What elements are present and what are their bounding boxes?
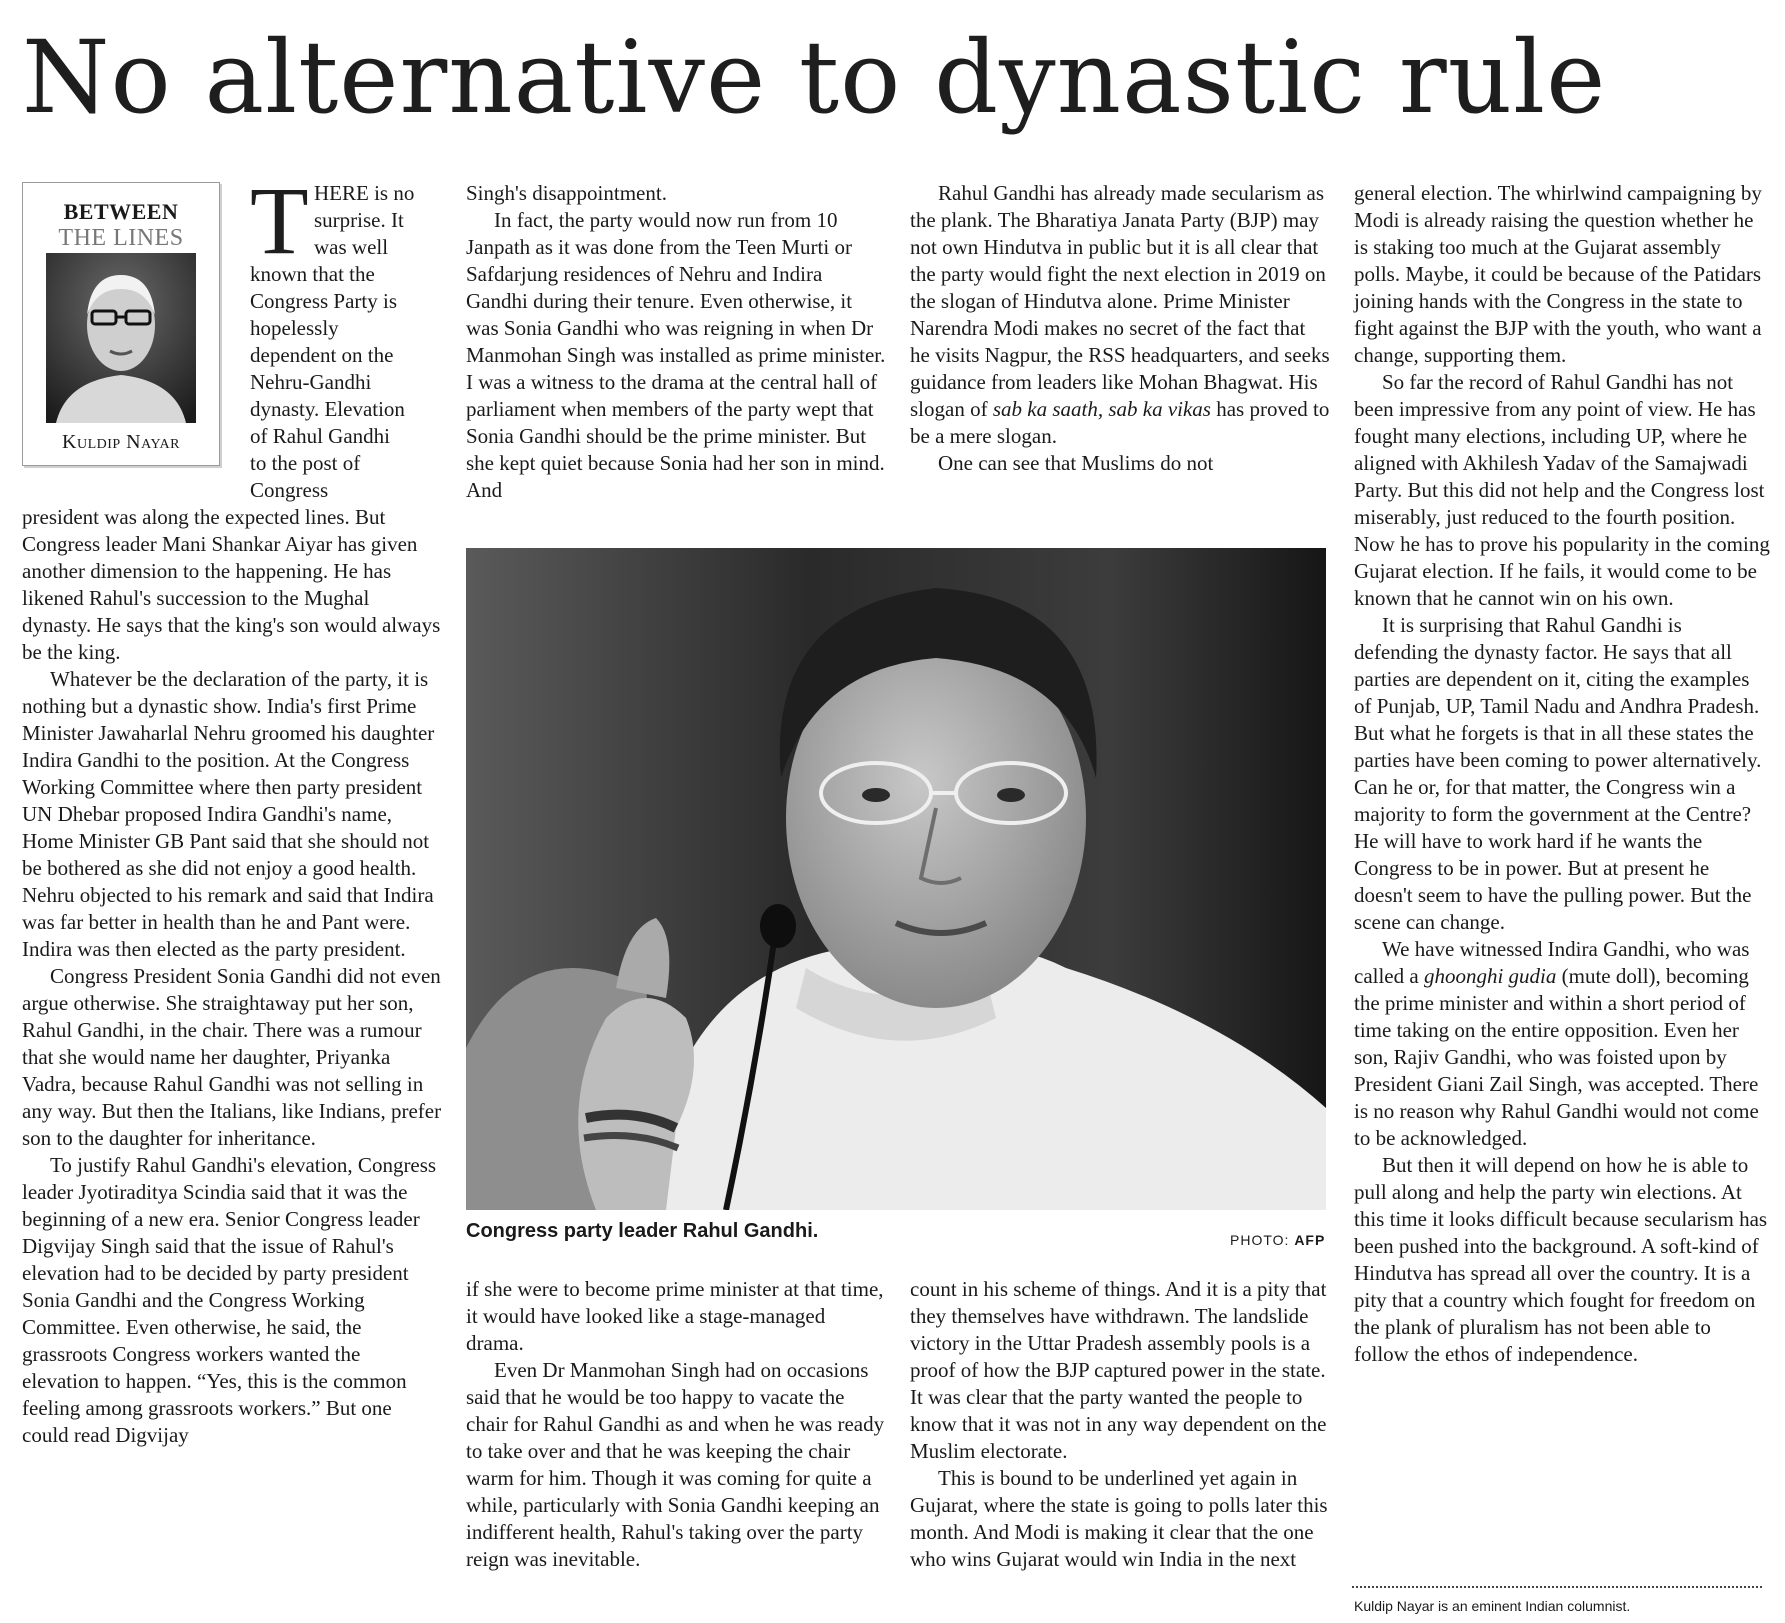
footnote-divider [1352, 1586, 1762, 1588]
paragraph: To justify Rahul Gandhi's elevation, Congress leader Jyotiraditya Scindia said that it was the beginning of a new era. Senior Congress leader Digvijay Singh said that the issue of Rahul's elevation had to be decided by party president Sonia Gandhi and the Congress Working Committee. Even otherwise, he said, the grassroots Congress workers wanted the elevation to happen. “Yes, this is the common feeling among grassroots workers.” But one could read Digvijay [22, 1153, 437, 1447]
photo-caption: Congress party leader Rahul Gandhi. [466, 1220, 819, 1242]
paragraph: This is bound to be underlined yet again in Gujarat, where the state is going to polls later this month. And Modi is making it clear that the one who wins Gujarat would win India in the next [910, 1466, 1328, 1571]
intro-line-4: known that the [250, 262, 375, 286]
intro-line-1: HERE is no [314, 181, 415, 205]
main-photo [466, 548, 1326, 1210]
intro-line-6: hopelessly [250, 316, 339, 340]
intro-line-2: surprise. It [314, 208, 404, 232]
paragraph: Rahul Gandhi has already made secularism as the plank. The Bharatiya Janata Party (BJP) may not own Hindutva in public but it is all clear that the party would fight the next election in 2019 on the slogan of Hindutva alone. Prime Minister Narendra Modi makes no secret of the fact that he visits Nagpur, the RSS headquarters, and seeks guidance from leaders like Mohan Bhagwat. His slogan of sab ka saath, sab ka vikas has proved to be a mere slogan. [910, 181, 1330, 448]
column-logo-box [22, 182, 220, 466]
paragraph: So far the record of Rahul Gandhi has not been impressive from any point of view. He has fought many elections, including UP, where he aligned with Akhilesh Yadav of the Samajwadi Party. But this did not help and the Congress lost miserably, just reduced to the fourth position. Now he has to prove his popularity in the coming Gujarat election. If he fails, it would come to be known that he cannot win on his own. [1354, 370, 1770, 610]
paragraph: It is surprising that Rahul Gandhi is defending the dynasty factor. He says that all parties are dependent on it, citing the examples of Punjab, UP, Tamil Nadu and Andhra Pradesh. But what he forgets is that in all these states the parties have been coming to power alternatively. Can he or, for that matter, the Congress win a majority to form the government at the Centre? He will have to work hard if he wants the Congress to be in power. But at present he doesn't seem to have the pulling power. But the scene can change. [1354, 613, 1762, 934]
paragraph: count in his scheme of things. And it is a pity that they themselves have withdrawn. The landslide victory in the Uttar Pradesh assembly pools is a proof of how the BJP captured power in the state. It was clear that the party wanted the people to know that it was not in any way dependent on the Muslim electorate. [910, 1277, 1327, 1463]
intro-line-8: Nehru-Gandhi [250, 370, 372, 394]
intro-line-3: was well [314, 235, 389, 259]
author-footnote: Kuldip Nayar is an eminent Indian columnist. [1354, 1598, 1631, 1614]
intro-line-12: Congress [250, 478, 329, 502]
intro-line-11: to the post of [250, 451, 361, 475]
column-3-bottom [910, 1276, 1330, 1573]
column-logo-line1: BETWEEN [63, 199, 179, 224]
paragraph: In fact, the party would now run from 10 Janpath as it was done from the Teen Murti or Safdarjung residences of Nehru and Indira Gandhi during their tenure. Even otherwise, it was Sonia Gandhi who was reigning in when Dr Manmohan Singh was installed as prime minister. I was a witness to the drama at the central hall of parliament when members of the party wept that Sonia Gandhi should be the prime minister. But she kept quiet because Sonia had her son in mind. And [466, 208, 886, 502]
paragraph: We have witnessed Indira Gandhi, who was called a ghoonghi gudia (mute doll), becoming the prime minister and within a short period of time taking on the entire opposition. Even her son, Rajiv Gandhi, who was foisted upon by President Giani Zail Singh, was accepted. There is no reason why Rahul Gandhi would not come to be acknowledged. [1354, 937, 1759, 1150]
column-4 [1354, 180, 1770, 1368]
paragraph: general election. The whirlwind campaigning by Modi is already raising the question whether he is staking too much at the Gujarat assembly polls. Maybe, it could be because of the Patidars joining hands with the Congress in the state to fight against the BJP with the youth, who want a change, supporting them. [1354, 181, 1762, 367]
author-portrait [46, 253, 196, 423]
column-2-bottom [466, 1276, 886, 1573]
intro-line-5: Congress Party is [250, 289, 397, 313]
italic-slogan: sab ka saath, sab ka vikas [992, 397, 1211, 421]
intro-line-9: dynasty. Elevation [250, 397, 405, 421]
column-author-name: Kuldip Nayar [62, 431, 180, 453]
paragraph: if she were to become prime minister at that time, it would have looked like a stage-managed drama. [466, 1277, 884, 1355]
paragraph: president was along the expected lines. But Congress leader Mani Shankar Aiyar has given another dimension to the happening. He has likened Rahul's succession to the Mughal dynasty. He says that the king's son would always be the king. [22, 505, 441, 664]
italic-term: ghoonghi gudia [1423, 964, 1557, 988]
paragraph: Whatever be the declaration of the party, it is nothing but a dynastic show. India's first Prime Minister Jawaharlal Nehru groomed his daughter Indira Gandhi to the position. At the Congress Working Committee where then party president UN Dhebar proposed Indira Gandhi's name, Home Minister GB Pant said that she should not be bothered as she did not enjoy a good health. Nehru objected to his remark and said that Indira was far better in health than he and Pant were. Indira was then elected as the party president. [22, 667, 435, 961]
paragraph: One can see that Muslims do not [938, 451, 1214, 475]
photo-credit: PHOTO: AFP [1230, 1232, 1326, 1248]
column-1-body [22, 504, 442, 1449]
paragraph: But then it will depend on how he is able to pull along and help the party win elections. At this time it looks difficult because secularism has been pushed into the background. A soft-kind of Hindutva has spread all over the country. It is a pity that a country which fought for freedom on the plank of pluralism has not been able to follow the ethos of independence. [1354, 1153, 1768, 1366]
drop-cap: T [250, 167, 309, 274]
intro-line-10: of Rahul Gandhi [250, 424, 390, 448]
paragraph: Even Dr Manmohan Singh had on occasions said that he would be too happy to vacate the chair for Rahul Gandhi as and when he was ready to take over and that he was keeping the chair warm for him. Though it was coming for quite a while, particularly with Sonia Gandhi keeping an indifferent health, Rahul's taking over the party reign was inevitable. [466, 1358, 885, 1571]
headline: No alternative to dynastic rule [22, 19, 1607, 136]
column-3-top [910, 180, 1330, 477]
paragraph: Congress President Sonia Gandhi did not even argue otherwise. She straightaway put her son, Rahul Gandhi, in the chair. There was a rumour that she would name her daughter, Priyanka Vadra, because Rahul Gandhi was not selling in any way. But then the Italians, like Indians, prefer son to the daughter for inheritance. [22, 964, 442, 1150]
column-2-top [466, 180, 886, 504]
column-1-intro [250, 167, 450, 504]
intro-line-7: dependent on the [250, 343, 394, 367]
paragraph: Singh's disappointment. [466, 181, 667, 205]
column-logo-line2: THE LINES [58, 225, 184, 251]
